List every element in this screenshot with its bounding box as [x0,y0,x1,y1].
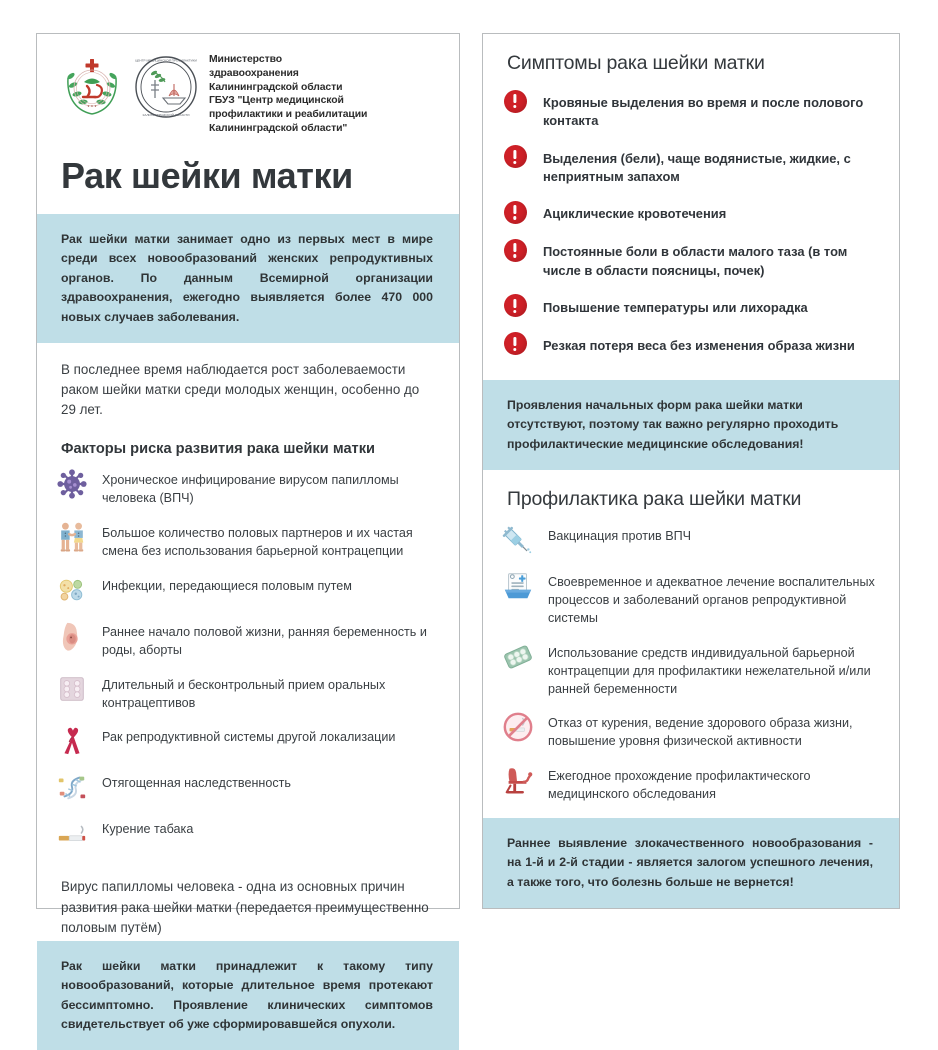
virus-icon [55,467,89,501]
dna-helix-icon [55,770,89,804]
alert-exclamation-icon [503,200,527,224]
bacteria-cells-icon [55,573,89,607]
alert-exclamation-icon [503,332,527,356]
list-item [501,523,879,557]
organization-name [209,52,367,136]
ministry-of-health-emblem-icon [59,54,125,120]
org-line: Министерство [209,54,282,65]
poster-title: Рак шейки матки [61,154,353,196]
list-item-label: Инфекции, передающиеся половым путем [102,578,352,593]
pill-blister-pack-icon [55,672,89,706]
org-line: Калининградской области" [209,123,348,135]
svg-text:★ ★ ★: ★ ★ ★ [87,104,97,108]
list-item-label: Рак репродуктивной системы другой локализации [102,730,396,745]
list-item [501,640,879,699]
logo-group [59,52,199,120]
list-item-label: Курение табака [102,822,194,837]
list-item [501,710,879,751]
alert-exclamation-icon [503,145,527,169]
list-item-label: Отказ от курения, ведение здорового образа жизни, повышение уровня физической активности [548,716,853,749]
list-item [503,294,877,318]
list-item-label: Использование средств индивидуальной барьерной контрацепции для профилактики нежелательной и/или ранней беременности [548,645,871,696]
list-item [501,763,879,804]
list-item [55,672,439,713]
syringe-vaccine-icon [501,523,535,557]
list-item-label: Вакцинация против ВПЧ [548,529,692,544]
highlight-statistics: Рак шейки матки занимает одно из первых мест в мире среди всех новообразований женских репродуктивных органов. По данным Всемирной организации здравоохранения, ежегодно выявляется более 470 000 новых случаев заболевания. [37,214,459,343]
list-item [503,332,877,356]
pill-blister-pack-icon [501,640,535,674]
list-item-label: Ежегодное прохождение профилактического медицинского обследования [548,769,811,802]
prevention-list [483,519,899,814]
svg-text:ЦЕНТР МЕДИЦИНСКОЙ ПРОФИЛАКТИКИ: ЦЕНТР МЕДИЦИНСКОЙ ПРОФИЛАКТИКИ [135,58,197,63]
right-panel [482,33,900,909]
medical-prevention-center-emblem-icon [133,54,199,120]
prevention-heading: Профилактика рака шейки матки [507,488,802,511]
list-item [501,569,879,628]
list-item-label: Своевременное и адекватное лечение воспалительных процессов и заболеваний органов репродуктивной системы [548,575,875,625]
medical-record-folder-icon [501,569,535,603]
list-item [55,770,439,804]
list-item [55,816,439,850]
paragraph-young-women-trend: В последнее время наблюдается рост заболеваемости раком шейки матки среди молодых женщин, особенно до 29 лет. [61,362,420,418]
couple-holding-hands-icon [55,520,89,554]
paragraph-hpv-cause: Вирус папилломы человека - одна из основных причин развития рака шейки матки (передается преимущественно половым путём) [61,879,429,935]
highlight-asymptomatic: Рак шейки матки принадлежит к такому типу новообразований, которые длительное время протекают бессимптомно. Проявление клинических симптомов свидетельствует об уже сформировавшейся опухоли. [37,941,459,1050]
risk-factors-heading: Факторы риска развития рака шейки матки [61,441,375,458]
highlight-early-detection: Раннее выявление злокачественного новообразования - на 1-й и 2-й стадии - является залогом успешного лечения, а также того, что болезнь больше не вернется! [483,818,899,908]
list-item-label: Ациклические кровотечения [543,206,727,222]
left-panel [36,33,460,1031]
gynecological-chair-icon [501,763,535,797]
list-item-label: Длительный и бесконтрольный прием оральных контрацептивов [102,677,386,710]
list-item [55,724,439,758]
list-item-label: Большое количество половых партнеров и их частая смена без использования барьерной контрацепции [102,526,413,559]
organization-header [37,34,459,136]
list-item [503,200,877,224]
symptoms-list [483,83,899,380]
org-line: профилактики и реабилитации [209,109,368,121]
org-line: Калининградской области [209,81,343,93]
list-item [503,89,877,131]
symptoms-heading: Симптомы рака шейки матки [507,52,765,74]
awareness-ribbon-icon [55,724,89,758]
list-item [503,238,877,280]
alert-exclamation-icon [503,89,527,113]
pregnant-uterus-fetus-icon [55,619,89,653]
highlight-screening-importance: Проявления начальных форм рака шейки матки отсутствуют, поэтому так важно регулярно проходить профилактические медицинские обследования! [483,380,899,470]
list-item-label: Отягощенная наследственность [102,776,291,791]
list-item [55,467,439,508]
list-item-label: Постоянные боли в области малого таза (в том числе в области поясницы, почек) [543,244,848,278]
svg-text:КАЛИНИНГРАДСКОЙ ОБЛАСТИ: КАЛИНИНГРАДСКОЙ ОБЛАСТИ [142,113,190,117]
list-item-label: Повышение температуры или лихорадка [543,299,808,315]
org-line: ГБУЗ "Центр медицинской [209,95,344,107]
alert-exclamation-icon [503,294,527,318]
list-item [55,619,439,660]
no-smoking-icon [501,710,535,744]
list-item-label: Выделения (бели), чаще водянистые, жидкие, с неприятным запахом [543,150,851,184]
org-line: здравоохранения [209,67,299,79]
list-item-label: Резкая потеря веса без изменения образа жизни [543,337,855,353]
list-item [503,145,877,187]
list-item [55,573,439,607]
list-item-label: Раннее начало половой жизни, ранняя беременность и роды, аборты [102,624,427,657]
list-item [55,520,439,561]
list-item-label: Кровяные выделения во время и после полового контакта [543,95,864,129]
risk-factors-list [37,463,459,860]
cigarette-icon [55,816,89,850]
list-item-label: Хроническое инфицирование вирусом папилломы человека (ВПЧ) [102,473,399,506]
alert-exclamation-icon [503,238,527,262]
